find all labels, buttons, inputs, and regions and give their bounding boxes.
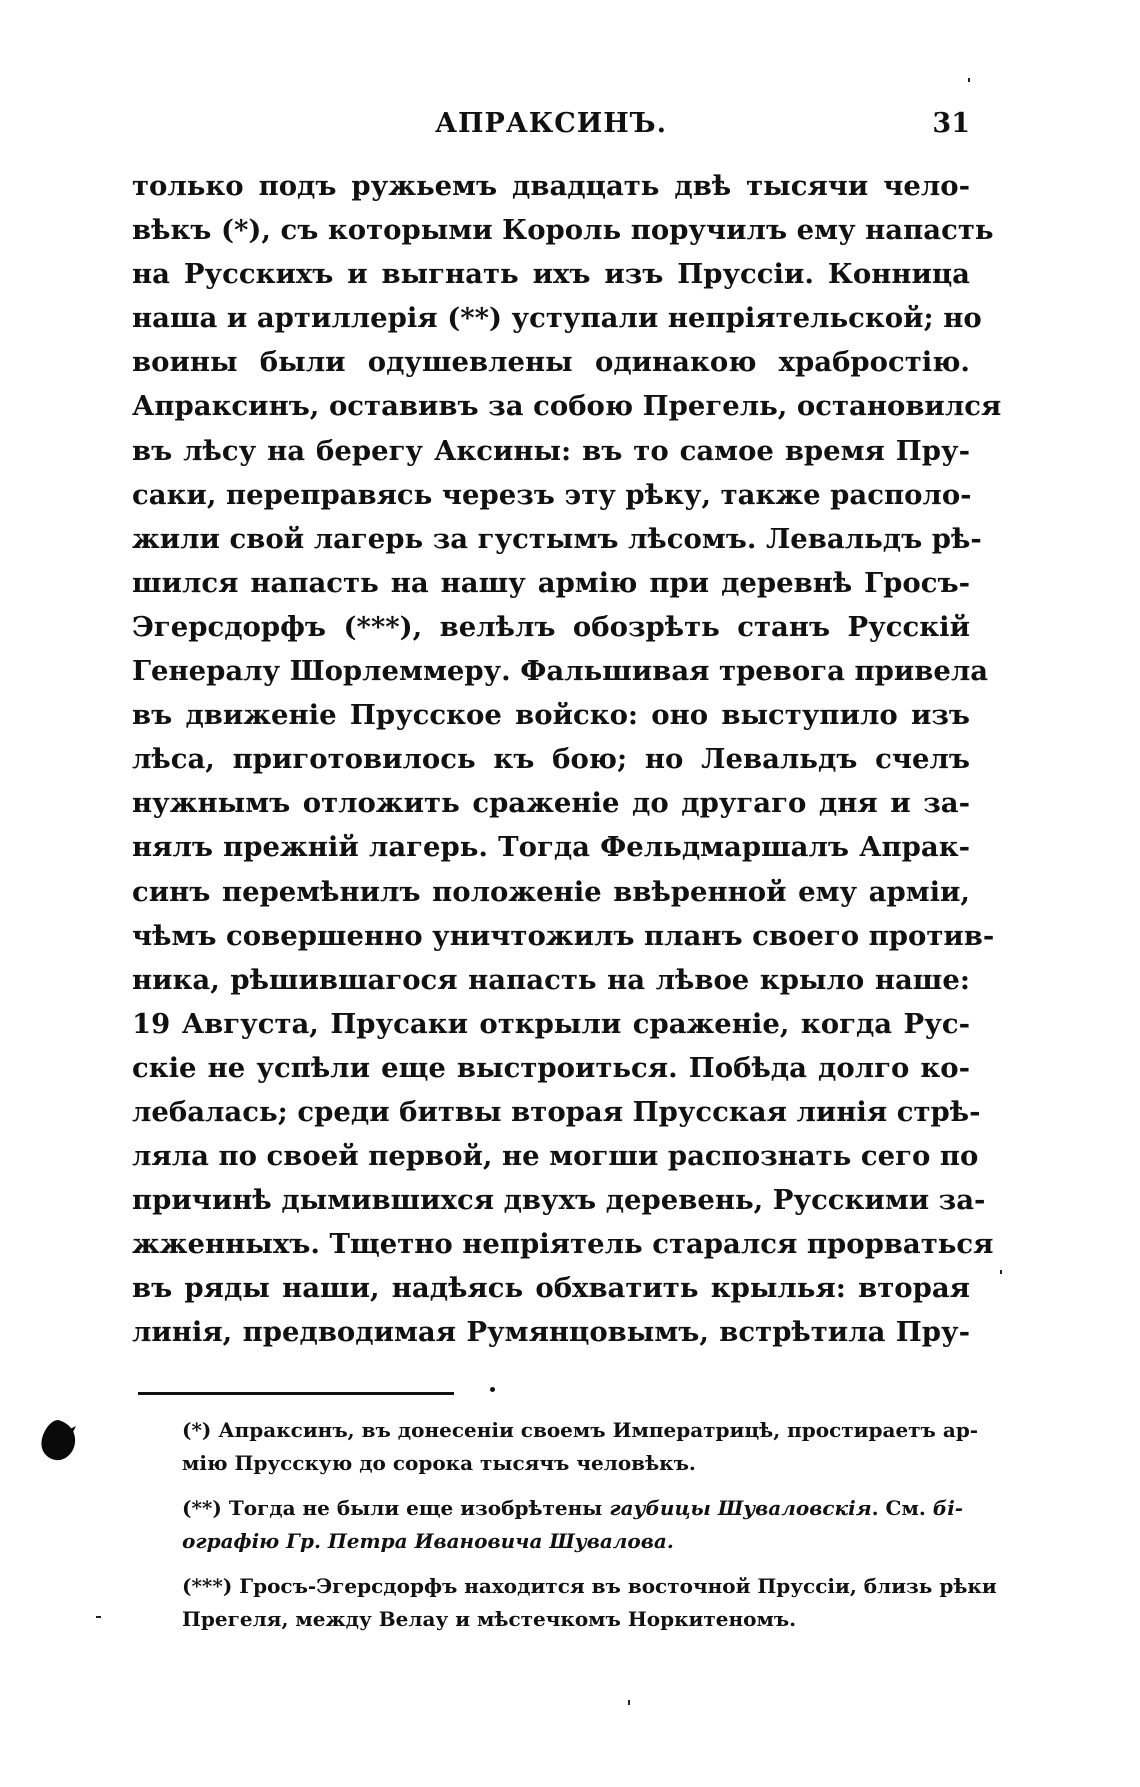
scan-speck (1000, 1270, 1002, 1274)
footnote-line (132, 1570, 997, 1603)
footnote-marker: (**) (182, 1496, 222, 1520)
text-line: линія, предводимая Румянцовымъ, встрѣтила Пру- (132, 1316, 970, 1349)
scan-speck (96, 1616, 101, 1618)
text-line: нялъ прежній лагерь. Тогда Фельдмаршалъ Апрак- (132, 831, 970, 864)
footnote-text: . См. (871, 1496, 933, 1520)
footnote-marker: (*) (182, 1418, 212, 1442)
text-line: чѣмъ совершенно уничтожилъ планъ своего против- (132, 919, 995, 952)
text-line: воины были одушевлены одинакою храбростію. (132, 346, 970, 379)
ink-blot (38, 1418, 78, 1462)
footnotes (132, 1414, 997, 1648)
text-line: шился напасть на нашу армію при деревнѣ Гросъ- (132, 566, 970, 599)
scan-speck (968, 78, 970, 82)
text-line: Генералу Шорлеммеру. Фальшивая тревога привела (132, 655, 989, 688)
footnote-text: Гросъ-Эгерсдорфъ находится въ восточной Пруссіи, близь рѣки (239, 1574, 997, 1598)
text-line: вѣкъ (*), съ которыми Король поручилъ ему напасть (132, 214, 994, 247)
text-line: лѣса, приготовилось къ бою; но Левальдъ счелъ (132, 743, 970, 776)
text-line: жили свой лагерь за густымъ лѣсомъ. Левальдъ рѣ- (132, 522, 982, 555)
footnote-1 (132, 1414, 979, 1480)
scan-speck (628, 1700, 630, 1705)
footnote-text: Тогда не были еще изобрѣтены (228, 1496, 610, 1520)
text-line: Эгерсдорфъ (***), велѣлъ обозрѣть станъ Русскій (132, 610, 970, 643)
page-header (132, 104, 970, 144)
text-line: скіе не успѣли еще выстроиться. Побѣда долго ко- (132, 1051, 970, 1084)
text-line: ляла по своей первой, не могши распознать сего по (132, 1140, 979, 1173)
text-line: только подъ ружьемъ двадцать двѣ тысячи чело- (132, 170, 970, 202)
text-line: лебалась; среди битвы вторая Прусская линія стрѣ- (132, 1095, 981, 1128)
running-title: АПРАКСИНЪ. (434, 108, 668, 139)
text-line: въ движеніе Прусское войско: оно выступило изъ (132, 699, 970, 732)
text-line: причинѣ дымившихся двухъ деревень, Русскими за- (132, 1184, 986, 1217)
footnote-line (132, 1492, 970, 1525)
text-line: синъ перемѣнилъ положеніе ввѣренной ему арміи, (132, 875, 970, 908)
text-line: ника, рѣшившагося напасть на лѣвое крыло наше: (132, 963, 970, 996)
footnote-line: Прегеля, между Велау и мѣстечкомъ Норкитеномъ. (182, 1607, 797, 1631)
footnote-italic-text: гаубицы Шуваловскія (609, 1496, 872, 1520)
footnote-italic-text: бі- (932, 1496, 964, 1520)
footnote-line: мію Прусскую до сорока тысячъ человѣкъ. (182, 1451, 696, 1475)
text-line: въ ряды наши, надѣясь обхватить крылья: вторая (132, 1272, 970, 1305)
ink-dot (490, 1387, 495, 1392)
text-line: наша и артиллерія (**) уступали непріятельской; но (132, 302, 982, 335)
page-number: 31 (932, 108, 970, 139)
footnote-2 (132, 1492, 970, 1558)
text-line: Апраксинъ, оставивъ за собою Прегель, остановился (132, 390, 1002, 423)
body-text (132, 164, 1002, 1355)
footnote-line: ографію Гр. Петра Ивановича Шувалова. (182, 1529, 674, 1553)
text-line: саки, переправясь черезъ эту рѣку, также располо- (132, 478, 972, 511)
footnote-line (132, 1414, 979, 1447)
footnote-separator-rule (138, 1392, 454, 1395)
text-line: 19 Августа, Прусаки открыли сраженіе, когда Рус- (132, 1007, 970, 1040)
footnote-3 (132, 1570, 997, 1636)
footnote-text: Апраксинъ, въ донесеніи своемъ Императрицѣ, простираетъ ар- (218, 1418, 979, 1442)
text-line: на Русскихъ и выгнать ихъ изъ Пруссіи. Конница (132, 258, 970, 291)
text-line: жженныхъ. Тщетно непріятель старался прорваться (132, 1228, 994, 1261)
text-line: нужнымъ отложить сраженіе до другаго дня и за- (132, 787, 970, 820)
text-line: въ лѣсу на берегу Аксины: въ то самое время Пру- (132, 434, 970, 467)
footnote-marker: (***) (182, 1574, 233, 1598)
